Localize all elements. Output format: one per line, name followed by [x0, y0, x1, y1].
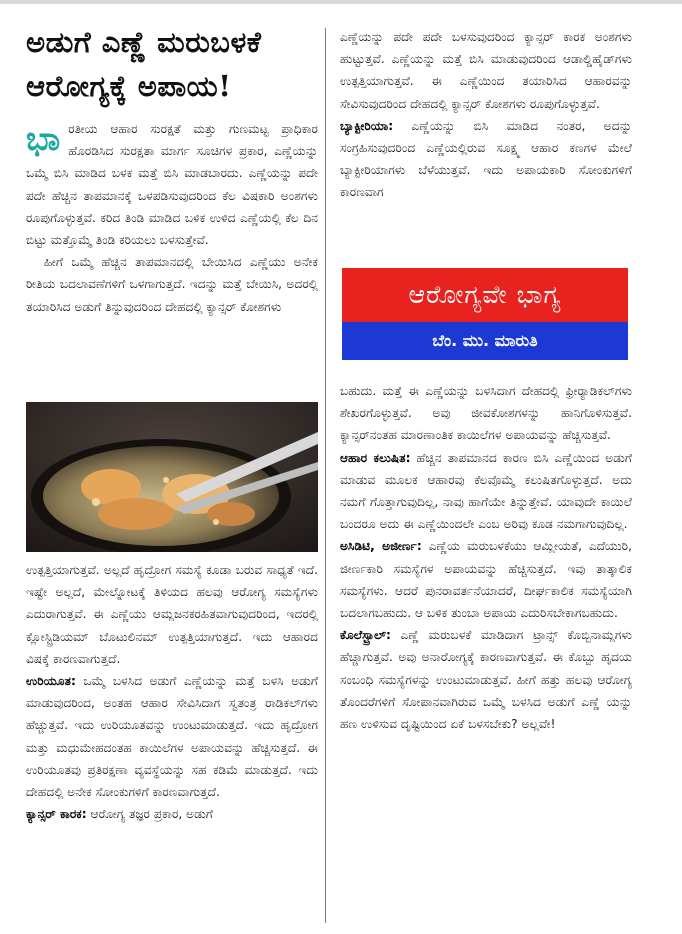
column-author: ಬೆಂ. ಮು. ಮಾರುತಿ: [342, 322, 628, 360]
right-column-top: [340, 26, 632, 204]
column-header-box: [342, 268, 628, 360]
section-text-bacteria: ಎಣ್ಣೆಯನ್ನು ಬಿಸಿ ಮಾಡಿದ ನಂತರ, ಅದನ್ನು ಸಂಗ್ರಹಿಸುವುದರಿಂದ ಎಣ್ಣೆಯಲ್ಲಿರುವ ಸೂಕ್ಷ್ಮ ಆಹಾರ ಕಣಗಳ ಮೇಲೆ ಬ್ಯಾಕ್ಟೀರಿಯಾಗಳು ಬೆಳೆಯುತ್ತವೆ. ಇದು ಅಪಾಯಕಾರಿ ಸೋಂಕುಗಳಿಗೆ ಕಾರಣವಾಗ: [340, 118, 632, 200]
intro-text: ರತೀಯ ಆಹಾರ ಸುರಕ್ಷತೆ ಮತ್ತು ಗುಣಮಟ್ಟ ಪ್ರಾಧಿಕಾರ ಹೊರಡಿಸಿದ ಸುರಕ್ಷತಾ ಮಾರ್ಗ ಸೂಚಿಗಳ ಪ್ರಕಾರ, ಎಣ್ಣೆಯನ್ನು ಒಮ್ಮೆ ಬಿಸಿ ಮಾಡಿದ ಬಳಕ ಮತ್ತೆ ಬಿಸಿ ಮಾಡಬಾರದು. ಎಣ್ಣೆಯನ್ನು ಪದೇ ಪದೇ ಹೆಚ್ಚಿನ ತಾಪಮಾನಕ್ಕೆ ಒಳಪಡಿಸುವುದರಿಂದ ಕೆಲ ವಿಷಕಾರಿ ಅಂಶಗಳು ರೂಪುಗೊಳ್ಳುತ್ತವೆ. ಕರಿದ ತಿಂಡಿ ಮಾಡಿದ ಬಳಿಕ ಉಳಿದ ಎಣ್ಣೆಯಲ್ಲಿ ಕೆಲ ದಿನ ಬಿಟ್ಟು ಮತ್ತೊಮ್ಮೆ ತಿಂಡಿ ಕರಿಯಲು ಬಳಸುತ್ತೇವೆ.: [26, 122, 318, 248]
top-rule: [0, 0, 682, 4]
section-title-acidity: ಅಸಿಡಿಟಿ, ಅಜೀರ್ಣ:: [340, 539, 422, 554]
column-title: ಆರೋಗ್ಯವೇ ಭಾಗ್ಯ: [342, 268, 628, 322]
left-column-bottom: [26, 559, 318, 825]
section-title-cholesterol: ಕೊಲೆಸ್ಟ್ರಾಲ್:: [340, 628, 391, 643]
section-text-inflammation: ಒಮ್ಮೆ ಬಳಸಿದ ಅಡುಗೆ ಎಣ್ಣೆಯನ್ನು ಮತ್ತೆ ಬಳಸಿ ಅಡುಗೆ ಮಾಡುವುದರಿಂದ, ಅಂತಹ ಆಹಾರ ಸೇವಿಸಿದಾಗ ಸ್ವತಂತ್ರ ರಾಡಿಕಲ್‌ಗಳು ಹೆಚ್ಚುತ್ತವೆ. ಇದು ಉರಿಯೂತವನ್ನು ಉಂಟುಮಾಡುತ್ತದೆ. ಇದು ಹೃದ್ರೋಗ ಮತ್ತು ಮಧುಮೇಹದಂತಹ ಕಾಯಿಲೆಗಳ ಅಪಾಯವನ್ನು ಹೆಚ್ಚಿಸುತ್ತದೆ. ಈ ಉರಿಯೂತವು ಪ್ರತಿರಕ್ಷಣಾ ವ್ಯವಸ್ಥೆಯನ್ನು ಸಹ ಕಡಿಮೆ ಮಾಡುತ್ತದೆ. ಇದು ದೇಹದಲ್ಲಿ ಅನೇಕ ಸೋಂಕುಗಳಿಗೆ ಕಾರಣವಾಗುತ್ತದೆ.: [26, 674, 318, 800]
headline-line-2: ಆರೋಗ್ಯಕ್ಕೆ ಅಪಾಯ!: [26, 69, 232, 103]
paragraph-2: ಹೀಗೆ ಒಮ್ಮೆ ಹೆಚ್ಚಿನ ತಾಪಮಾನದಲ್ಲಿ ಬೇಯಿಸಿದ ಎಣ್ಣೆಯು ಅನೇಕ ರೀತಿಯ ಬದಲಾವಣೆಗಳಿಗೆ ಒಳಗಾಗುತ್ತದೆ. ಇದನ್ನು ಮತ್ತೆ ಬೇಯಿಸಿ, ಅದರಲ್ಲಿ ತಯಾರಿಸಿದ ಅಡುಗೆ ತಿನ್ನುವುದರಿಂದ ದೇಹದಲ್ಲಿ ಕ್ಯಾನ್ಸರ್ ಕೋಶಗಳು: [26, 255, 318, 314]
section-title-cancer: ಕ್ಯಾನ್ಸರ್ ಕಾರಕ:: [26, 807, 87, 822]
frying-pan-photo: [26, 402, 318, 552]
section-cancer: [26, 803, 318, 825]
section-food-contamination: [340, 447, 632, 536]
section-text-food-contamination: ಹೆಚ್ಚಿನ ತಾಪಮಾನದ ಕಾರಣ ಬಿಸಿ ಎಣ್ಣೆಯಿಂದ ಅಡುಗೆ ಮಾಡುವ ಮೂಲಕ ಆಹಾರವು ಕೆಲವೊಮ್ಮೆ ಕಲುಷಿತಗೊಳ್ಳುತ್ತದೆ. ಅದು ನಮಗೆ ಗೊತ್ತಾಗುವುದಿಲ್ಲ, ನಾವು ಹಾಗೆಯೇ ತಿನ್ನುತ್ತೇವೆ. ಯಾವುದೇ ಕಾಯಿಲೆ ಬಂದರೂ ಅದು ಈ ಎಣ್ಣೆಯಿಂದಲೇ ಎಂಬ ಅರಿವು ಕೂಡ ನಮಗಾಗುವುದಿಲ್ಲ.: [340, 450, 632, 532]
section-text-acidity: ಎಣ್ಣೆಯ ಮರುಬಳಕೆಯು ಆಮ್ಲೀಯತೆ, ಎದೆಯುರಿ, ಜೀರ್ಣಕಾರಿ ಸಮಸ್ಯೆಗಳ ಅಪಾಯವನ್ನು ಹೆಚ್ಚಿಸುತ್ತದೆ. ಇವು ತಾತ್ಕಾಲಿಕ ಸಮಸ್ಯೆಗಳು. ಆದರೆ ಪುನರಾವರ್ತನೆಯಾದರೆ, ದೀರ್ಘಕಾಲಿಕ ಸಮಸ್ಯೆಯಾಗಿ ಬದಲಾಗಬಹುದು. ಆ ಬಳಿಕ ತುಂಬಾ ಅಪಾಯ ಎದುರಿಸಬೇಕಾಗಬಹುದು.: [340, 539, 632, 621]
section-inflammation: [26, 670, 318, 803]
intro-paragraph: [26, 118, 318, 251]
section-title-food-contamination: ಆಹಾರ ಕಲುಷಿತ:: [340, 450, 411, 465]
headline-line-1: ಅಡುಗೆ ಎಣ್ಣೆ ಮರುಬಳಕೆ: [26, 25, 262, 59]
section-text-cholesterol: ಎಣ್ಣೆ ಮರುಬಳಕೆ ಮಾಡಿದಾಗ ಟ್ರಾನ್ಸ್ ಕೊಬ್ಬಿನಾಮ್ಲಗಳು ಹೆಚ್ಚಾಗುತ್ತವೆ. ಅವು ಅನಾರೋಗ್ಯಕ್ಕೆ ಕಾರಣವಾಗುತ್ತವೆ. ಈ ಕೊಬ್ಬು ಹೃದಯ ಸಂಬಂಧಿ ಸಮಸ್ಯೆಗಳನ್ನು ಉಂಟುಮಾಡುತ್ತವೆ. ಹೀಗೆ ಹತ್ತು ಹಲವು ಆರೋಗ್ಯ ತೊಂದರೆಗಳಿಗೆ ಸೋಪಾನವಾಗಿರುವ ಒಮ್ಮೆ ಬಳಸಿದ ಅಡುಗೆ ಎಣ್ಣೆ ಯನ್ನು ಹಣ ಉಳಿಸುವ ದೃಷ್ಟಿಯಿಂದ ಏಕೆ ಬಳಸಬೇಕು? ಅಲ್ಲವೇ!: [340, 628, 632, 732]
section-text-cancer: ಆರೋಗ್ಯ ತಜ್ಞರ ಪ್ರಕಾರ, ಅಡುಗೆ: [86, 807, 213, 822]
paragraph-3: ಉತ್ಪತ್ತಿಯಾಗುತ್ತವೆ. ಅಲ್ಲದೆ ಹೃದ್ರೋಗ ಸಮಸ್ಯೆ ಕೂಡಾ ಬರುವ ಸಾಧ್ಯತೆ ಇದೆ. ಇಷ್ಟೇ ಅಲ್ಲದೆ, ಮೇಲ್ನೋಟಕ್ಕೆ ತಿಳಿಯದ ಹಲವು ಆರೋಗ್ಯ ಸಮಸ್ಯೆಗಳು ಎದುರಾಗುತ್ತವೆ. ಈ ಎಣ್ಣೆಯು ಆಮ್ಲಜನಕರಹಿತವಾಗುವುದರಿಂದ, ಇದರಲ್ಲಿ ಕ್ಲೋಸ್ಟ್ರಿಡಿಯಮ್ ಬೊಟುಲಿನಮ್ ಉತ್ಪತ್ತಿಯಾಗುತ್ತದೆ. ಇದು ಆಹಾರದ ವಿಷಕ್ಕೆ ಕಾರಣವಾಗುತ್ತದೆ.: [26, 563, 318, 666]
frying-pan-illustration: [26, 402, 318, 552]
left-column-top: [26, 118, 318, 318]
section-title-bacteria: ಬ್ಯಾಕ್ಟೀರಿಯಾ:: [340, 118, 394, 133]
dropcap: ಭಾ: [26, 119, 61, 158]
paragraph-after-box: ಬಹುದು. ಮತ್ತೆ ಈ ಎಣ್ಣೆಯನ್ನು ಬಳಸಿದಾಗ ದೇಹದಲ್ಲಿ ಫ್ರೀರ್‍ಯಾಡಿಕಲ್‌ಗಳು ಶೇಖರಗೊಳ್ಳುತ್ತವೆ. ಅವು ಜೀವಕೋಶಗಳನ್ನು ಹಾನಿಗೊಳಿಸುತ್ತವೆ. ಕ್ಯಾನ್ಸರ್‌ನಂತಹ ಮಾರಣಾಂತಿಕ ಕಾಯಿಲೆಗಳ ಅಪಾಯವನ್ನು ಹೆಚ್ಚಿಸುತ್ತವೆ.: [340, 384, 632, 443]
section-title-inflammation: ಉರಿಯೂತ:: [26, 674, 76, 689]
headline: [26, 20, 318, 108]
section-acidity: [340, 535, 632, 624]
section-bacteria: [340, 115, 632, 204]
column-divider: [325, 28, 326, 923]
paragraph-cancer-cont: ಎಣ್ಣೆಯನ್ನು ಪದೇ ಪದೇ ಬಳಸುವುದರಿಂದ ಕ್ಯಾನ್ಸರ್ ಕಾರಕ ಅಂಶಗಳು ಹುಟ್ಟುತ್ತವೆ. ಎಣ್ಣೆಯನ್ನು ಮತ್ತೆ ಬಿಸಿ ಮಾಡುವುದರಿಂದ ಆಡಾಲ್ಡಿಹೈಡ್‌ಗಳು ಉತ್ಪತ್ತಿಯಾಗುತ್ತವೆ. ಈ ಎಣ್ಣೆಯಿಂದ ತಯಾರಿಸಿದ ಆಹಾರವನ್ನು ಸೇವಿಸುವುದರಿಂದ ದೇಹದಲ್ಲಿ ಕ್ಯಾನ್ಸರ್ ಕೋಶಗಳು ರೂಪುಗೊಳ್ಳುತ್ತವೆ.: [340, 30, 632, 111]
right-column-bottom: [340, 380, 632, 735]
section-cholesterol: [340, 624, 632, 735]
